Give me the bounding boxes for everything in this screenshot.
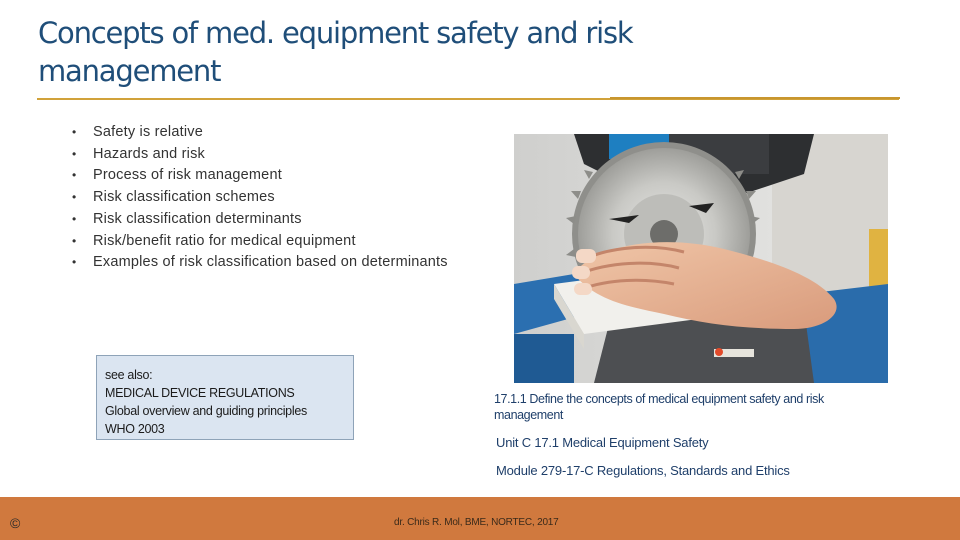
see-also-callout [96,355,354,440]
bullet-dot-icon: • [72,125,77,139]
slide-title-line2: management [38,54,221,88]
unit-label: Unit C 17.1 Medical Equipment Safety [496,435,709,450]
slide-title [38,14,758,90]
copyright-icon: © [10,515,21,531]
callout-line: Global overview and guiding principles [105,404,307,418]
bullet-dot-icon: • [72,233,77,248]
bullet-dot-icon: • [72,255,77,270]
bullet-item: • Safety is relative [70,122,448,144]
bullet-dot-icon: • [72,211,77,226]
circular-saw-hand-icon [514,134,888,383]
bullet-item: • Hazards and risk [70,144,448,166]
bullet-item: • Risk classification determinants [70,209,448,231]
bullet-dot-icon: • [72,168,77,183]
module-label: Module 279-17-C Regulations, Standards and Ethics [496,463,790,478]
bullet-item: • Risk/benefit ratio for medical equipment [70,231,448,253]
bullet-item: • Risk classification schemes [70,187,448,209]
author-credit: dr. Chris R. Mol, BME, NORTEC, 2017 [394,517,559,528]
learning-objective: 17.1.1 Define the concepts of medical equipment safety and risk management [494,392,824,422]
bullet-list [70,122,448,274]
circular-saw-photo [514,134,888,383]
callout-line: see also: [105,368,153,382]
slide-title-line1: Concepts of med. equipment safety and risk [38,16,633,50]
bullet-item: • Examples of risk classification based on determinants [70,252,448,274]
callout-line: MEDICAL DEVICE REGULATIONS [105,386,295,400]
callout-line: WHO 2003 [105,422,165,436]
bullet-dot-icon: • [72,190,77,205]
bullet-item: • Process of risk management [70,165,448,187]
bullet-dot-icon: • [72,146,77,161]
title-divider-accent [610,97,900,99]
